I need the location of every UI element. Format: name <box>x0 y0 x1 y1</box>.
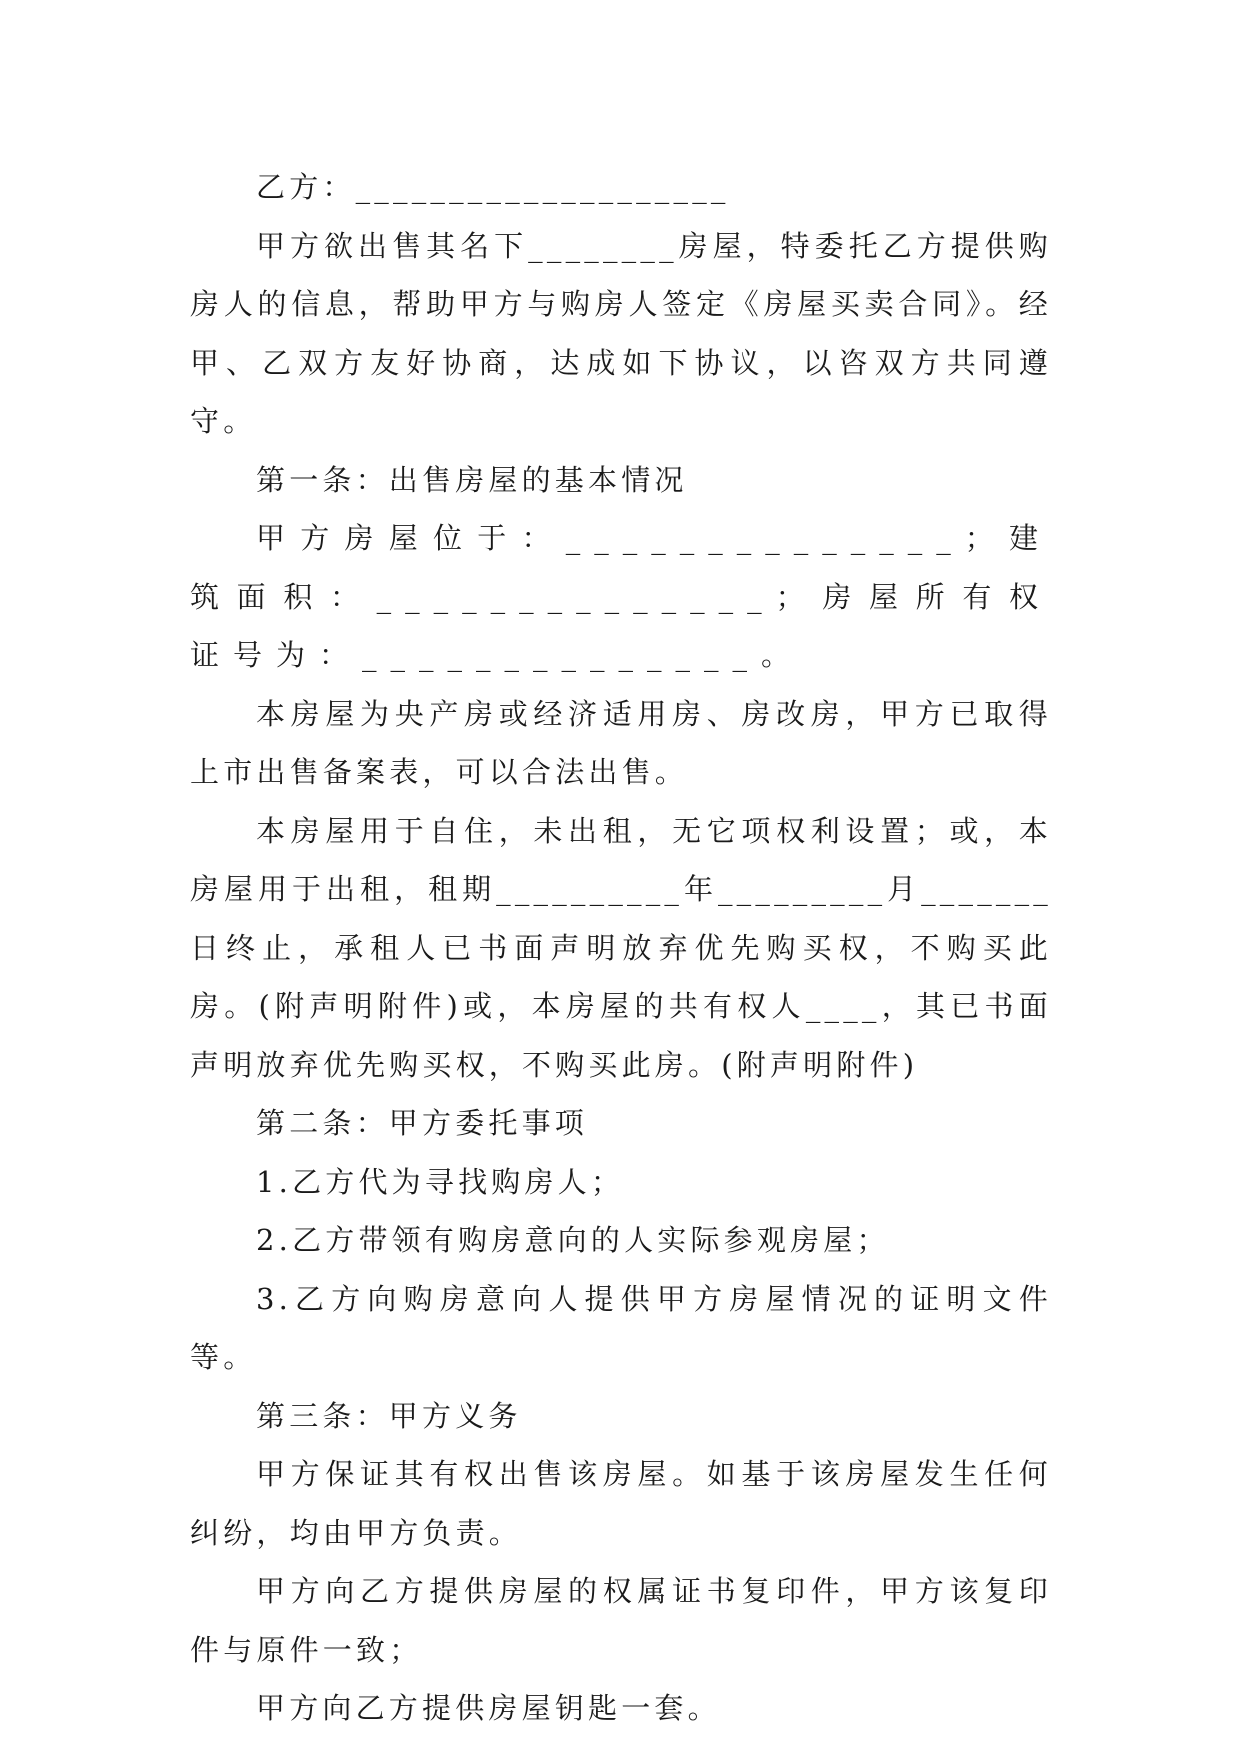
entrust-item-1: 1.乙方代为寻找购房人； <box>256 1164 625 1199</box>
property-usage-paragraph: 本房屋用于自住，未出租，无它项权利设置；或，本房屋用于出租，租期__________年_________月_______日终止，承租人已书面声明放弃优先购买权，不购买此房。(附声明附件)或，本房屋的共有权人____，其已书面声明放弃优先购买权，不购买此房。(附声明附件) <box>190 813 1052 1082</box>
intro-paragraph: 甲方欲出售其名下________房屋，特委托乙方提供购房人的信息，帮助甲方与购房人签定《房屋买卖合同》。经甲、乙双方友好协商，达成如下协议，以咨双方共同遵守。 <box>190 228 1052 438</box>
article-2-heading: 第二条：甲方委托事项 <box>256 1106 589 1140</box>
party-b-line: 乙方：____________________ <box>256 170 730 204</box>
article-3-heading: 第三条：甲方义务 <box>256 1398 522 1433</box>
property-type-paragraph: 本房屋为央产房或经济适用房、房改房，甲方已取得上市出售备案表，可以合法出售。 <box>190 696 1052 789</box>
property-location-paragraph: 甲方房屋位于：______________；建筑面积：______________；房屋所有权证号为：______________。 <box>190 521 1052 672</box>
article-1-heading: 第一条：出售房屋的基本情况 <box>256 462 688 497</box>
entrust-item-2: 2.乙方带领有购房意向的人实际参观房屋； <box>256 1223 890 1257</box>
obligation-paragraph-3: 甲方向乙方提供房屋钥匙一套。 <box>256 1691 721 1725</box>
document-body <box>190 158 1052 1738</box>
obligation-paragraph-2: 甲方向乙方提供房屋的权属证书复印件，甲方该复印件与原件一致； <box>190 1574 1052 1667</box>
obligation-paragraph-1: 甲方保证其有权出售该房屋。如基于该房屋发生任何纠纷，均由甲方负责。 <box>190 1457 1052 1550</box>
entrust-item-3: 3.乙方向购房意向人提供甲方房屋情况的证明文件等。 <box>190 1281 1052 1374</box>
